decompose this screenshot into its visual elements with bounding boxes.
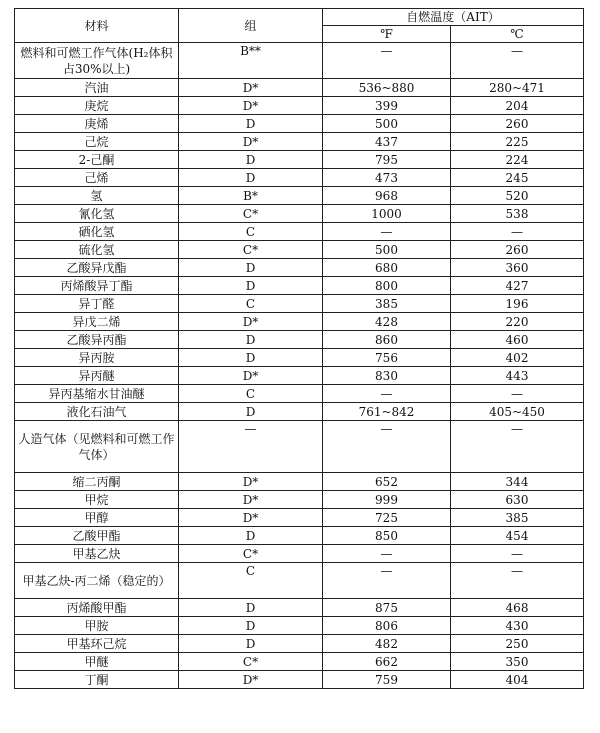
table-row [15,313,584,331]
table-row [15,97,584,115]
table-header [15,9,584,43]
cell-ait-f: 795 [323,151,451,169]
cell-material: 硫化氢 [15,241,179,259]
cell-material: 丙烯酸甲酯 [15,599,179,617]
cell-ait-f: 761~842 [323,403,451,421]
cell-group: C [179,295,323,313]
cell-material: 甲基乙炔 [15,545,179,563]
cell-ait-f: 806 [323,617,451,635]
cell-material: 己烯 [15,169,179,187]
cell-ait-f: 680 [323,259,451,277]
cell-ait-f: — [323,421,451,473]
table-row [15,527,584,545]
table-row [15,403,584,421]
cell-ait-c: 538 [451,205,584,223]
cell-material: 2-己酮 [15,151,179,169]
cell-ait-f: 652 [323,473,451,491]
cell-ait-c: 430 [451,617,584,635]
cell-ait-c: — [451,385,584,403]
cell-ait-f: 999 [323,491,451,509]
cell-group: C* [179,241,323,259]
cell-material: 硒化氢 [15,223,179,241]
cell-group: D [179,349,323,367]
cell-material: 甲胺 [15,617,179,635]
cell-ait-f: 759 [323,671,451,689]
table-row [15,635,584,653]
cell-material: 庚烷 [15,97,179,115]
cell-ait-c: 460 [451,331,584,349]
table-row [15,367,584,385]
table-row [15,133,584,151]
cell-ait-f: 968 [323,187,451,205]
cell-group: C [179,563,323,599]
table-row [15,259,584,277]
cell-group: D* [179,313,323,331]
table-row [15,205,584,223]
cell-material: 乙酸异戊酯 [15,259,179,277]
cell-material: 异丙胺 [15,349,179,367]
cell-material: 甲基环己烷 [15,635,179,653]
cell-ait-f: — [323,43,451,79]
cell-group: D* [179,133,323,151]
cell-ait-f: 875 [323,599,451,617]
cell-ait-f: 830 [323,367,451,385]
cell-group: C [179,385,323,403]
cell-ait-c: 245 [451,169,584,187]
cell-material: 液化石油气 [15,403,179,421]
table-row [15,545,584,563]
cell-ait-f: 725 [323,509,451,527]
cell-material: 乙酸甲酯 [15,527,179,545]
table-row [15,151,584,169]
cell-ait-c: 630 [451,491,584,509]
cell-material: 氢 [15,187,179,205]
table-row [15,115,584,133]
table-row [15,223,584,241]
table-row [15,617,584,635]
cell-ait-f: — [323,385,451,403]
table-row [15,241,584,259]
cell-material: 丁酮 [15,671,179,689]
header-group: 组 [179,9,323,43]
table-body [15,43,584,689]
cell-group: D [179,599,323,617]
cell-group: C* [179,653,323,671]
cell-ait-c: 468 [451,599,584,617]
cell-material: 庚烯 [15,115,179,133]
cell-material: 甲烷 [15,491,179,509]
cell-ait-f: 800 [323,277,451,295]
cell-group: B* [179,187,323,205]
cell-ait-f: 500 [323,115,451,133]
cell-ait-c: 204 [451,97,584,115]
cell-material: 异丁醛 [15,295,179,313]
cell-ait-f: 662 [323,653,451,671]
cell-material: 乙酸异丙酯 [15,331,179,349]
cell-group: — [179,421,323,473]
header-ait: 自燃温度（AIT） [323,9,584,26]
cell-group: D [179,169,323,187]
table-row [15,187,584,205]
cell-ait-c: 443 [451,367,584,385]
cell-group: D [179,115,323,133]
cell-group: D [179,331,323,349]
cell-ait-c: 196 [451,295,584,313]
cell-ait-f: 536~880 [323,79,451,97]
cell-ait-c: — [451,223,584,241]
cell-group: D [179,277,323,295]
cell-group: D [179,403,323,421]
cell-ait-f: — [323,545,451,563]
table-row [15,169,584,187]
cell-material: 异丙醚 [15,367,179,385]
cell-ait-c: 260 [451,115,584,133]
header-unit-c: ℃ [451,26,584,43]
cell-group: C* [179,205,323,223]
cell-ait-c: 405~450 [451,403,584,421]
cell-material: 甲基乙炔-丙二烯（稳定的） [15,563,179,599]
table-row [15,331,584,349]
cell-ait-c: 402 [451,349,584,367]
cell-group: D* [179,367,323,385]
table-row [15,277,584,295]
cell-material: 人造气体（见燃料和可燃工作气体） [15,421,179,473]
cell-ait-c: 344 [451,473,584,491]
table-row [15,43,584,79]
table-row [15,385,584,403]
cell-ait-c: 385 [451,509,584,527]
cell-ait-f: — [323,563,451,599]
cell-group: D [179,259,323,277]
cell-ait-f: 399 [323,97,451,115]
cell-material: 异戊二烯 [15,313,179,331]
cell-ait-c: 250 [451,635,584,653]
cell-ait-f: 437 [323,133,451,151]
cell-ait-f: 756 [323,349,451,367]
cell-ait-c: — [451,421,584,473]
cell-ait-c: 454 [451,527,584,545]
header-unit-f: ℉ [323,26,451,43]
cell-ait-f: 1000 [323,205,451,223]
cell-group: D* [179,491,323,509]
cell-material: 氰化氢 [15,205,179,223]
cell-ait-c: 220 [451,313,584,331]
ait-table [14,8,584,689]
cell-material: 汽油 [15,79,179,97]
cell-ait-c: 427 [451,277,584,295]
cell-ait-f: — [323,223,451,241]
cell-ait-c: — [451,43,584,79]
table-row [15,491,584,509]
table-row [15,563,584,599]
cell-group: C* [179,545,323,563]
cell-group: D [179,527,323,545]
cell-group: D [179,617,323,635]
cell-ait-c: 260 [451,241,584,259]
cell-group: D* [179,79,323,97]
table-row [15,599,584,617]
cell-ait-c: 280~471 [451,79,584,97]
cell-ait-c: 360 [451,259,584,277]
cell-ait-c: 350 [451,653,584,671]
cell-ait-f: 482 [323,635,451,653]
table-row [15,473,584,491]
cell-ait-c: 404 [451,671,584,689]
table-row [15,509,584,527]
cell-ait-c: — [451,563,584,599]
cell-ait-f: 860 [323,331,451,349]
cell-ait-c: — [451,545,584,563]
cell-group: D [179,635,323,653]
table-row [15,79,584,97]
cell-material: 缩二丙酮 [15,473,179,491]
cell-material: 燃料和可燃工作气体(H₂体积占30%以上) [15,43,179,79]
cell-ait-c: 224 [451,151,584,169]
table-row [15,349,584,367]
cell-group: D* [179,473,323,491]
cell-group: D* [179,671,323,689]
cell-ait-f: 385 [323,295,451,313]
cell-material: 丙烯酸异丁酯 [15,277,179,295]
cell-group: B** [179,43,323,79]
cell-group: D* [179,509,323,527]
cell-group: D* [179,97,323,115]
cell-group: D [179,151,323,169]
cell-group: C [179,223,323,241]
cell-ait-f: 473 [323,169,451,187]
table-row [15,295,584,313]
table-row [15,671,584,689]
cell-ait-f: 850 [323,527,451,545]
cell-ait-c: 225 [451,133,584,151]
cell-ait-f: 500 [323,241,451,259]
cell-material: 异丙基缩水甘油醚 [15,385,179,403]
header-material: 材料 [15,9,179,43]
cell-ait-c: 520 [451,187,584,205]
cell-material: 甲醇 [15,509,179,527]
cell-ait-f: 428 [323,313,451,331]
table-row [15,653,584,671]
cell-material: 甲醚 [15,653,179,671]
table-row [15,421,584,473]
cell-material: 己烷 [15,133,179,151]
